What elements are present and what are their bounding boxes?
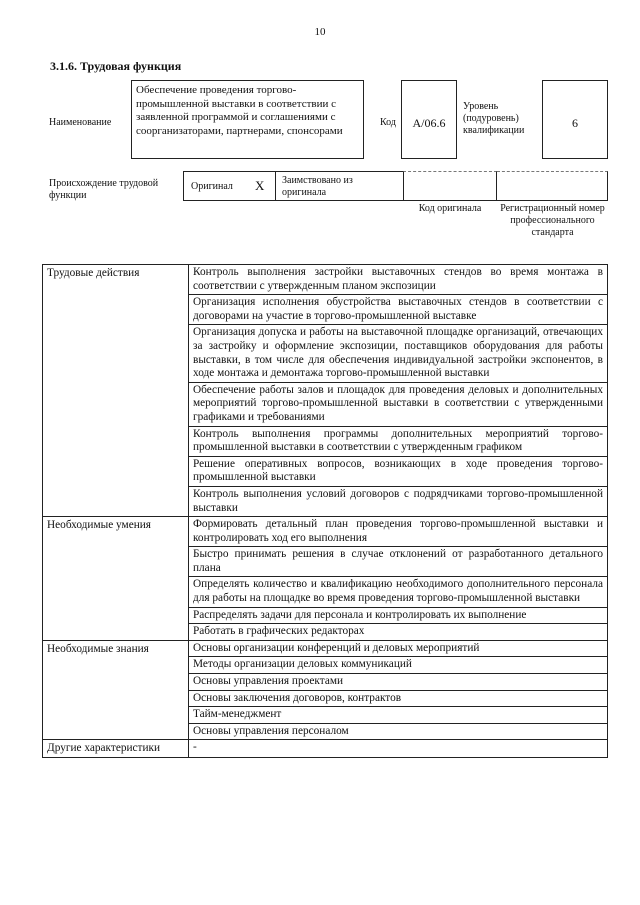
- list-item: Контроль выполнения застройки выставочных стендов во время монтажа в соответствии с утвержденным планом экспозиции: [189, 265, 608, 295]
- section-title: 3.1.6. Трудовая функция: [50, 59, 182, 73]
- list-item: Основы управления персоналом: [189, 723, 608, 740]
- list-item: Обеспечение работы залов и площадок для проведения деловых и дополнительных мероприятий торгово-промышленной выставки в соответствии с утвержденными графиками и требованиями: [189, 382, 608, 426]
- function-details-table: [42, 264, 608, 758]
- list-item: Основы организации конференций и деловых мероприятий: [189, 640, 608, 657]
- name-label: Наименование: [49, 117, 112, 128]
- list-item: Контроль выполнения условий договоров с подрядчиками торгово-промышленной выставки: [189, 486, 608, 516]
- code-value-box: А/06.6: [401, 80, 457, 159]
- list-item: Определять количество и квалификацию необходимого дополнительного персонала для работы на площадке во время проведения торгово-промышленной выставки: [189, 577, 608, 607]
- list-item: Организация допуска и работы на выставочной площадке организаций, отвечающих за застройку и оформление экспозиции, поставщиков оборудования для работы выставки, в том числе для обеспечения индивидуальной застройки экспонентов, в ходе монтажа и демонтажа торгово-промышленной выставки: [189, 325, 608, 382]
- table-row: [43, 640, 608, 657]
- list-item: Основы заключения договоров, контрактов: [189, 690, 608, 707]
- list-item: Организация исполнения обустройства выставочных стендов в соответствии с договорами на участие в торгово-промышленной выставке: [189, 295, 608, 325]
- function-name-box: Обеспечение проведения торгово-промышленной выставки в соответствии с заявленной программой и соглашениями с соорганизаторами, партнерами, спонсорами: [131, 80, 364, 159]
- other-characteristics-label: Другие характеристики: [43, 740, 189, 758]
- code-label: Код: [380, 117, 396, 128]
- skills-label: Необходимые умения: [43, 517, 189, 641]
- list-item: Распределять задачи для персонала и контролировать их выполнение: [189, 607, 608, 624]
- table-row: [43, 517, 608, 547]
- list-item: Решение оперативных вопросов, возникающих в ходе проведения торгово-промышленной выставки: [189, 456, 608, 486]
- original-label: Оригинал: [191, 181, 233, 192]
- origin-label: Происхождение трудовой функции: [49, 178, 159, 201]
- list-item: Методы организации деловых коммуникаций: [189, 657, 608, 674]
- original-code-caption: Код оригинала: [418, 203, 482, 214]
- borrowed-label: Заимствовано из оригинала: [282, 175, 353, 198]
- registration-number-caption: Регистрационный номер профессионального стандарта: [500, 203, 605, 238]
- other-characteristics-value: -: [189, 740, 608, 758]
- labor-actions-label: Трудовые действия: [43, 265, 189, 517]
- original-code-cell: [403, 171, 497, 201]
- list-item: Тайм-менеджмент: [189, 707, 608, 724]
- page-number: 10: [314, 26, 326, 38]
- list-item: Контроль выполнения программы дополнительных мероприятий торгово-промышленной выставки в соответствии с утвержденным графиком: [189, 426, 608, 456]
- list-item: Работать в графических редакторах: [189, 624, 608, 641]
- table-row: [43, 740, 608, 758]
- registration-number-cell: [497, 171, 608, 201]
- list-item: Быстро принимать решения в случае отклонений от разработанного детального плана: [189, 547, 608, 577]
- level-label: Уровень (подуровень) квалификации: [463, 101, 525, 136]
- level-value-box: 6: [542, 80, 608, 159]
- table-row: [43, 265, 608, 295]
- original-mark: X: [255, 178, 265, 193]
- knowledge-label: Необходимые знания: [43, 640, 189, 740]
- list-item: Основы управления проектами: [189, 674, 608, 691]
- list-item: Формировать детальный план проведения торгово-промышленной выставки и контролировать ход его выполнения: [189, 517, 608, 547]
